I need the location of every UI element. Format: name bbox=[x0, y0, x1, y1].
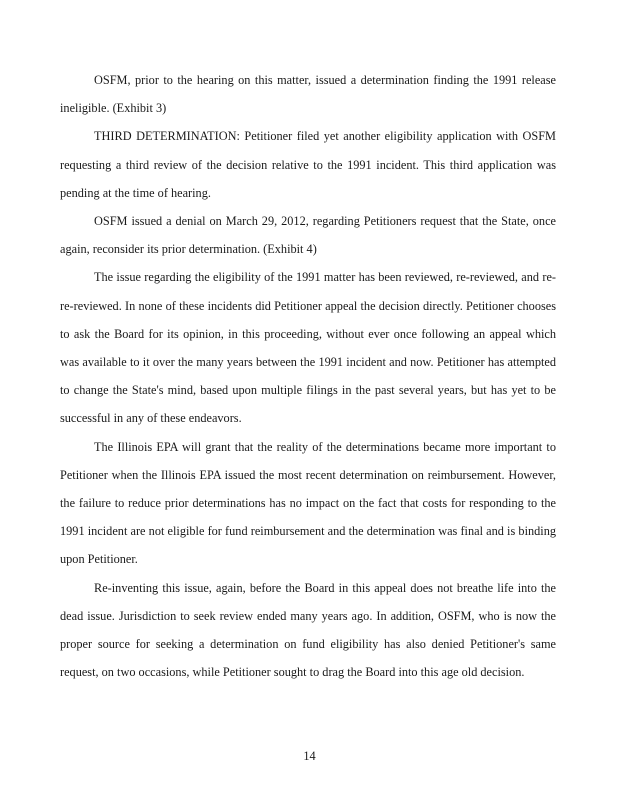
paragraph-eligibility-reviewed: The issue regarding the eligibility of the 1991 matter has been reviewed, re-reviewed, and re-re-reviewed. In none of these incidents did Petitioner appeal the decision directly. Petitioner chooses to ask the Board for its opinion, in this proceeding, without ever once following an appeal which was available to it over the many years between the 1991 incident and now. Petitioner has attempted to change the State's mind, based upon multiple filings in the past several years, but has yet to be successful in any of these endeavors. bbox=[60, 270, 556, 426]
paragraph-osfm-denial: OSFM issued a denial on March 29, 2012, regarding Petitioners request that the State, once again, reconsider its prior determination. (Exhibit 4) bbox=[60, 214, 556, 257]
page-number: 14 bbox=[303, 749, 316, 763]
paragraph-osfm-prior-hearing: OSFM, prior to the hearing on this matter, issued a determination finding the 1991 release ineligible. (Exhibit 3) bbox=[60, 73, 556, 116]
paragraph-illinois-epa-grant: The Illinois EPA will grant that the reality of the determinations became more important to Petitioner when the Illinois EPA issued the most recent determination on reimbursement. However, the failure to reduce prior determinations has no impact on the fact that costs for responding to the 1991 incident are not eligible for fund reimbursement and the determination was final and is binding upon Petitioner. bbox=[60, 439, 556, 567]
paragraph-re-inventing-issue: Re-inventing this issue, again, before the Board in this appeal does not breathe life into the dead issue. Jurisdiction to seek review ended many years ago. In addition, OSFM, who is now the proper source for seeking a determination on fund eligibility has also denied Petitioner's same request, on two occasions, while Petitioner sought to drag the Board into this age old decision. bbox=[60, 580, 556, 680]
document-body bbox=[60, 66, 556, 686]
paragraph-third-determination: THIRD DETERMINATION: Petitioner filed yet another eligibility application with OSFM requesting a third review of the decision relative to the 1991 incident. This third application was pending at the time of hearing. bbox=[60, 129, 556, 200]
